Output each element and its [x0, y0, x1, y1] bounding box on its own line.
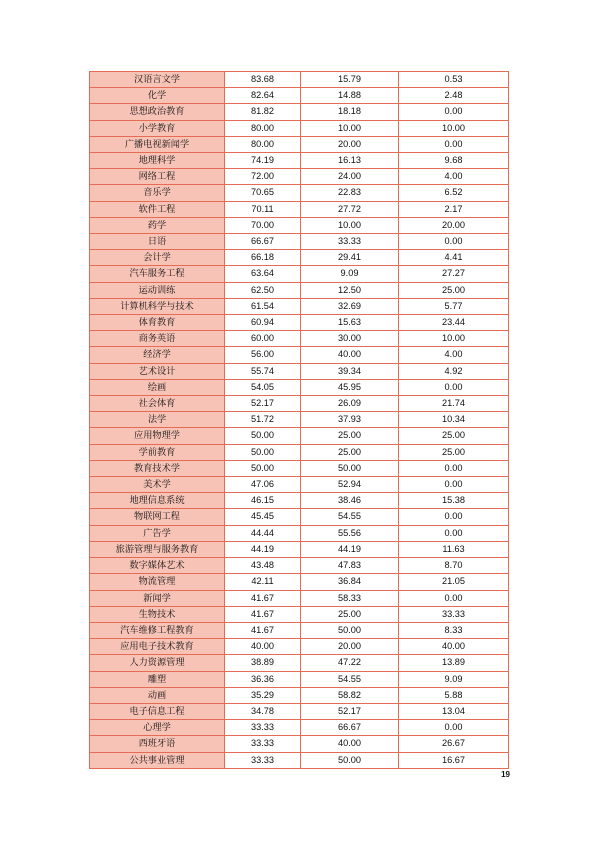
value-cell-3: 0.00 [399, 720, 509, 736]
value-cell-1: 45.45 [225, 509, 301, 525]
value-cell-2: 15.63 [301, 315, 399, 331]
value-cell-2: 18.18 [301, 104, 399, 120]
value-cell-1: 50.00 [225, 460, 301, 476]
value-cell-1: 82.64 [225, 88, 301, 104]
table-row [90, 460, 509, 476]
value-cell-1: 33.33 [225, 736, 301, 752]
table-row [90, 655, 509, 671]
value-cell-3: 20.00 [399, 217, 509, 233]
major-name-cell: 西班牙语 [90, 736, 225, 752]
value-cell-3: 0.00 [399, 379, 509, 395]
major-name-cell: 化学 [90, 88, 225, 104]
value-cell-2: 14.88 [301, 88, 399, 104]
major-name-cell: 绘画 [90, 379, 225, 395]
value-cell-2: 50.00 [301, 622, 399, 638]
value-cell-1: 44.19 [225, 541, 301, 557]
value-cell-1: 61.54 [225, 298, 301, 314]
table-row [90, 250, 509, 266]
value-cell-3: 21.74 [399, 396, 509, 412]
table-row [90, 590, 509, 606]
major-name-cell: 日语 [90, 234, 225, 250]
major-name-cell: 美术学 [90, 477, 225, 493]
value-cell-1: 52.17 [225, 396, 301, 412]
major-name-cell: 汉语言文学 [90, 72, 225, 88]
table-row [90, 88, 509, 104]
value-cell-3: 11.63 [399, 541, 509, 557]
value-cell-3: 4.41 [399, 250, 509, 266]
value-cell-2: 20.00 [301, 639, 399, 655]
table-row [90, 72, 509, 88]
value-cell-3: 13.04 [399, 703, 509, 719]
value-cell-3: 5.77 [399, 298, 509, 314]
value-cell-2: 55.56 [301, 525, 399, 541]
value-cell-1: 44.44 [225, 525, 301, 541]
value-cell-3: 23.44 [399, 315, 509, 331]
major-name-cell: 运动训练 [90, 282, 225, 298]
value-cell-1: 36.36 [225, 671, 301, 687]
value-cell-3: 15.38 [399, 493, 509, 509]
value-cell-3: 4.00 [399, 347, 509, 363]
value-cell-1: 66.18 [225, 250, 301, 266]
value-cell-3: 26.67 [399, 736, 509, 752]
value-cell-2: 66.67 [301, 720, 399, 736]
value-cell-2: 12.50 [301, 282, 399, 298]
value-cell-1: 43.48 [225, 558, 301, 574]
value-cell-1: 55.74 [225, 363, 301, 379]
major-name-cell: 药学 [90, 217, 225, 233]
value-cell-1: 54.05 [225, 379, 301, 395]
value-cell-2: 40.00 [301, 736, 399, 752]
value-cell-3: 8.33 [399, 622, 509, 638]
table-row [90, 525, 509, 541]
value-cell-2: 44.19 [301, 541, 399, 557]
value-cell-2: 33.33 [301, 234, 399, 250]
table-row [90, 136, 509, 152]
table-row [90, 282, 509, 298]
value-cell-2: 36.84 [301, 574, 399, 590]
value-cell-3: 0.53 [399, 72, 509, 88]
major-name-cell: 会计学 [90, 250, 225, 266]
value-cell-3: 10.00 [399, 120, 509, 136]
table-row [90, 736, 509, 752]
value-cell-1: 70.65 [225, 185, 301, 201]
table-row [90, 541, 509, 557]
value-cell-1: 70.11 [225, 201, 301, 217]
value-cell-2: 20.00 [301, 136, 399, 152]
table-row [90, 379, 509, 395]
table-row [90, 298, 509, 314]
major-name-cell: 电子信息工程 [90, 703, 225, 719]
value-cell-3: 40.00 [399, 639, 509, 655]
major-name-cell: 雕塑 [90, 671, 225, 687]
table-row [90, 428, 509, 444]
table-row [90, 622, 509, 638]
major-name-cell: 数字媒体艺术 [90, 558, 225, 574]
value-cell-3: 0.00 [399, 460, 509, 476]
value-cell-3: 10.34 [399, 412, 509, 428]
value-cell-1: 41.67 [225, 622, 301, 638]
table-row [90, 412, 509, 428]
table-row [90, 234, 509, 250]
major-name-cell: 地理科学 [90, 153, 225, 169]
value-cell-2: 25.00 [301, 428, 399, 444]
value-cell-1: 38.89 [225, 655, 301, 671]
value-cell-3: 21.05 [399, 574, 509, 590]
major-name-cell: 动画 [90, 687, 225, 703]
table-row [90, 752, 509, 768]
value-cell-1: 80.00 [225, 120, 301, 136]
major-name-cell: 人力资源管理 [90, 655, 225, 671]
value-cell-3: 6.52 [399, 185, 509, 201]
value-cell-2: 26.09 [301, 396, 399, 412]
value-cell-2: 32.69 [301, 298, 399, 314]
value-cell-3: 0.00 [399, 525, 509, 541]
value-cell-1: 50.00 [225, 444, 301, 460]
table-body [90, 72, 509, 769]
value-cell-3: 0.00 [399, 477, 509, 493]
table-row [90, 444, 509, 460]
major-name-cell: 旅游管理与服务教育 [90, 541, 225, 557]
value-cell-2: 30.00 [301, 331, 399, 347]
value-cell-3: 2.17 [399, 201, 509, 217]
value-cell-3: 0.00 [399, 509, 509, 525]
value-cell-3: 2.48 [399, 88, 509, 104]
value-cell-2: 40.00 [301, 347, 399, 363]
major-name-cell: 广告学 [90, 525, 225, 541]
table-row [90, 703, 509, 719]
value-cell-2: 24.00 [301, 169, 399, 185]
table-row [90, 720, 509, 736]
value-cell-2: 25.00 [301, 444, 399, 460]
major-name-cell: 经济学 [90, 347, 225, 363]
value-cell-3: 9.68 [399, 153, 509, 169]
value-cell-2: 10.00 [301, 217, 399, 233]
value-cell-1: 40.00 [225, 639, 301, 655]
major-name-cell: 商务英语 [90, 331, 225, 347]
table-row [90, 347, 509, 363]
value-cell-3: 4.00 [399, 169, 509, 185]
value-cell-2: 15.79 [301, 72, 399, 88]
major-name-cell: 网络工程 [90, 169, 225, 185]
value-cell-1: 62.50 [225, 282, 301, 298]
table-row [90, 153, 509, 169]
value-cell-1: 63.64 [225, 266, 301, 282]
value-cell-2: 16.13 [301, 153, 399, 169]
major-name-cell: 生物技术 [90, 606, 225, 622]
major-name-cell: 广播电视新闻学 [90, 136, 225, 152]
value-cell-3: 0.00 [399, 104, 509, 120]
value-cell-1: 60.94 [225, 315, 301, 331]
value-cell-1: 51.72 [225, 412, 301, 428]
table-row [90, 104, 509, 120]
value-cell-2: 54.55 [301, 509, 399, 525]
value-cell-3: 0.00 [399, 136, 509, 152]
value-cell-3: 33.33 [399, 606, 509, 622]
major-name-cell: 小学教育 [90, 120, 225, 136]
major-name-cell: 应用物理学 [90, 428, 225, 444]
value-cell-3: 0.00 [399, 590, 509, 606]
major-name-cell: 汽车维修工程教育 [90, 622, 225, 638]
table-row [90, 574, 509, 590]
table-row [90, 509, 509, 525]
table-row [90, 315, 509, 331]
table-row [90, 639, 509, 655]
value-cell-1: 47.06 [225, 477, 301, 493]
value-cell-3: 27.27 [399, 266, 509, 282]
value-cell-3: 4.92 [399, 363, 509, 379]
major-name-cell: 公共事业管理 [90, 752, 225, 768]
major-name-cell: 教育技术学 [90, 460, 225, 476]
value-cell-2: 39.34 [301, 363, 399, 379]
table-row [90, 120, 509, 136]
value-cell-2: 47.83 [301, 558, 399, 574]
value-cell-3: 10.00 [399, 331, 509, 347]
value-cell-2: 50.00 [301, 752, 399, 768]
value-cell-3: 5.88 [399, 687, 509, 703]
table-row [90, 558, 509, 574]
table-row [90, 363, 509, 379]
value-cell-1: 72.00 [225, 169, 301, 185]
major-name-cell: 汽车服务工程 [90, 266, 225, 282]
value-cell-1: 42.11 [225, 574, 301, 590]
table-row [90, 169, 509, 185]
major-name-cell: 学前教育 [90, 444, 225, 460]
value-cell-2: 22.83 [301, 185, 399, 201]
value-cell-1: 41.67 [225, 590, 301, 606]
major-name-cell: 法学 [90, 412, 225, 428]
major-name-cell: 体育教育 [90, 315, 225, 331]
value-cell-1: 70.00 [225, 217, 301, 233]
major-statistics-table [89, 71, 509, 769]
value-cell-1: 81.82 [225, 104, 301, 120]
value-cell-2: 54.55 [301, 671, 399, 687]
value-cell-1: 35.29 [225, 687, 301, 703]
value-cell-1: 74.19 [225, 153, 301, 169]
table-row [90, 477, 509, 493]
value-cell-2: 52.94 [301, 477, 399, 493]
value-cell-1: 60.00 [225, 331, 301, 347]
table-row [90, 493, 509, 509]
table-row [90, 266, 509, 282]
value-cell-2: 25.00 [301, 606, 399, 622]
value-cell-2: 37.93 [301, 412, 399, 428]
value-cell-3: 13.89 [399, 655, 509, 671]
major-name-cell: 音乐学 [90, 185, 225, 201]
value-cell-2: 9.09 [301, 266, 399, 282]
value-cell-1: 56.00 [225, 347, 301, 363]
value-cell-1: 46.15 [225, 493, 301, 509]
value-cell-1: 34.78 [225, 703, 301, 719]
value-cell-2: 58.82 [301, 687, 399, 703]
value-cell-2: 58.33 [301, 590, 399, 606]
value-cell-2: 50.00 [301, 460, 399, 476]
page-number: 19 [501, 770, 510, 779]
value-cell-2: 52.17 [301, 703, 399, 719]
value-cell-1: 33.33 [225, 720, 301, 736]
value-cell-1: 80.00 [225, 136, 301, 152]
table-row [90, 396, 509, 412]
table-row [90, 217, 509, 233]
value-cell-3: 25.00 [399, 282, 509, 298]
value-cell-1: 50.00 [225, 428, 301, 444]
major-name-cell: 计算机科学与技术 [90, 298, 225, 314]
major-name-cell: 新闻学 [90, 590, 225, 606]
value-cell-2: 45.95 [301, 379, 399, 395]
value-cell-3: 16.67 [399, 752, 509, 768]
value-cell-1: 33.33 [225, 752, 301, 768]
major-name-cell: 物流管理 [90, 574, 225, 590]
table-row [90, 671, 509, 687]
value-cell-2: 38.46 [301, 493, 399, 509]
value-cell-3: 9.09 [399, 671, 509, 687]
value-cell-3: 0.00 [399, 234, 509, 250]
table-row [90, 606, 509, 622]
major-name-cell: 心理学 [90, 720, 225, 736]
table-row [90, 331, 509, 347]
value-cell-2: 29.41 [301, 250, 399, 266]
value-cell-1: 66.67 [225, 234, 301, 250]
value-cell-2: 27.72 [301, 201, 399, 217]
value-cell-2: 47.22 [301, 655, 399, 671]
table-row [90, 185, 509, 201]
major-name-cell: 应用电子技术教育 [90, 639, 225, 655]
major-name-cell: 社会体育 [90, 396, 225, 412]
value-cell-3: 25.00 [399, 428, 509, 444]
value-cell-2: 10.00 [301, 120, 399, 136]
value-cell-1: 41.67 [225, 606, 301, 622]
major-name-cell: 艺术设计 [90, 363, 225, 379]
value-cell-3: 25.00 [399, 444, 509, 460]
major-name-cell: 地理信息系统 [90, 493, 225, 509]
value-cell-3: 8.70 [399, 558, 509, 574]
major-name-cell: 思想政治教育 [90, 104, 225, 120]
table-row [90, 687, 509, 703]
major-name-cell: 物联网工程 [90, 509, 225, 525]
value-cell-1: 83.68 [225, 72, 301, 88]
major-name-cell: 软件工程 [90, 201, 225, 217]
table-row [90, 201, 509, 217]
